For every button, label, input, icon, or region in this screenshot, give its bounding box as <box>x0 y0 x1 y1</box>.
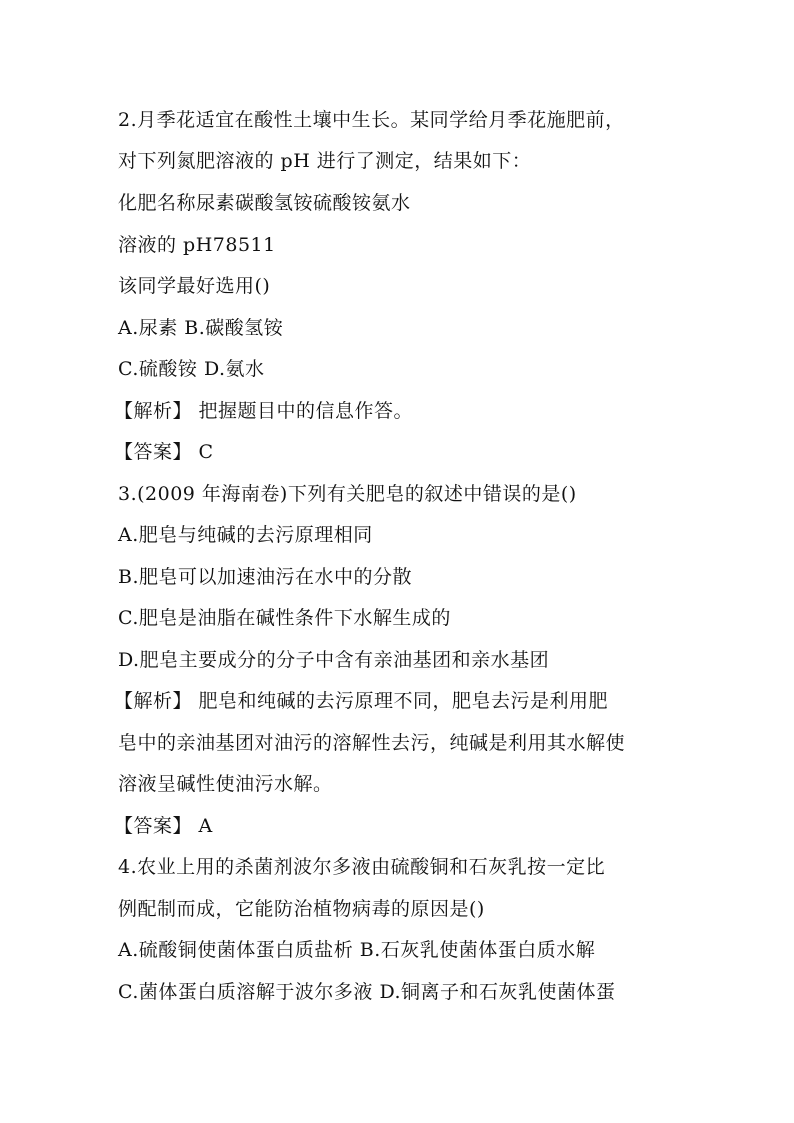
q2-table-ph-row: 溶液的 pH78511 <box>118 234 276 256</box>
q2-options-ab: A.尿素 B.碳酸氢铵 <box>118 317 284 339</box>
q3-option-d: D.肥皂主要成分的分子中含有亲油基团和亲水基团 <box>118 649 550 671</box>
q2-options-cd: C.硫酸铵 D.氨水 <box>118 358 265 380</box>
q2-answer: 【答案】 C <box>114 441 214 463</box>
q3-analysis-line-2: 皂中的亲油基团对油污的溶解性去污，纯碱是利用其水解使 <box>118 732 626 754</box>
q3-stem: 3.(2009 年海南卷)下列有关肥皂的叙述中错误的是() <box>118 483 577 505</box>
q3-analysis-line-3: 溶液呈碱性使油污水解。 <box>118 773 333 795</box>
q4-stem-line-2: 例配制而成，它能防治植物病毒的原因是() <box>118 898 485 920</box>
q2-table-header-row: 化肥名称尿素碳酸氢铵硫酸铵氨水 <box>118 192 411 214</box>
q2-analysis: 【解析】 把握题目中的信息作答。 <box>114 400 414 422</box>
q3-option-a: A.肥皂与纯碱的去污原理相同 <box>118 524 373 546</box>
q3-option-b: B.肥皂可以加速油污在水中的分散 <box>118 566 413 588</box>
q4-options-ab: A.硫酸铜使菌体蛋白质盐析 B.石灰乳使菌体蛋白质水解 <box>118 939 596 961</box>
q2-stem-line-2: 对下列氮肥溶液的 pH 进行了测定，结果如下： <box>118 150 532 172</box>
q2-question-line: 该同学最好选用() <box>118 275 271 297</box>
q3-analysis-line-1: 【解析】 肥皂和纯碱的去污原理不同，肥皂去污是利用肥 <box>114 690 609 712</box>
q4-options-cd: C.菌体蛋白质溶解于波尔多液 D.铜离子和石灰乳使菌体蛋 <box>118 981 616 1003</box>
q3-answer: 【答案】 A <box>114 815 213 837</box>
q4-stem-line-1: 4.农业上用的杀菌剂波尔多液由硫酸铜和石灰乳按一定比 <box>118 856 606 878</box>
q3-option-c: C.肥皂是油脂在碱性条件下水解生成的 <box>118 607 451 629</box>
q2-stem-line-1: 2.月季花适宜在酸性土壤中生长。某同学给月季花施肥前， <box>118 109 625 131</box>
